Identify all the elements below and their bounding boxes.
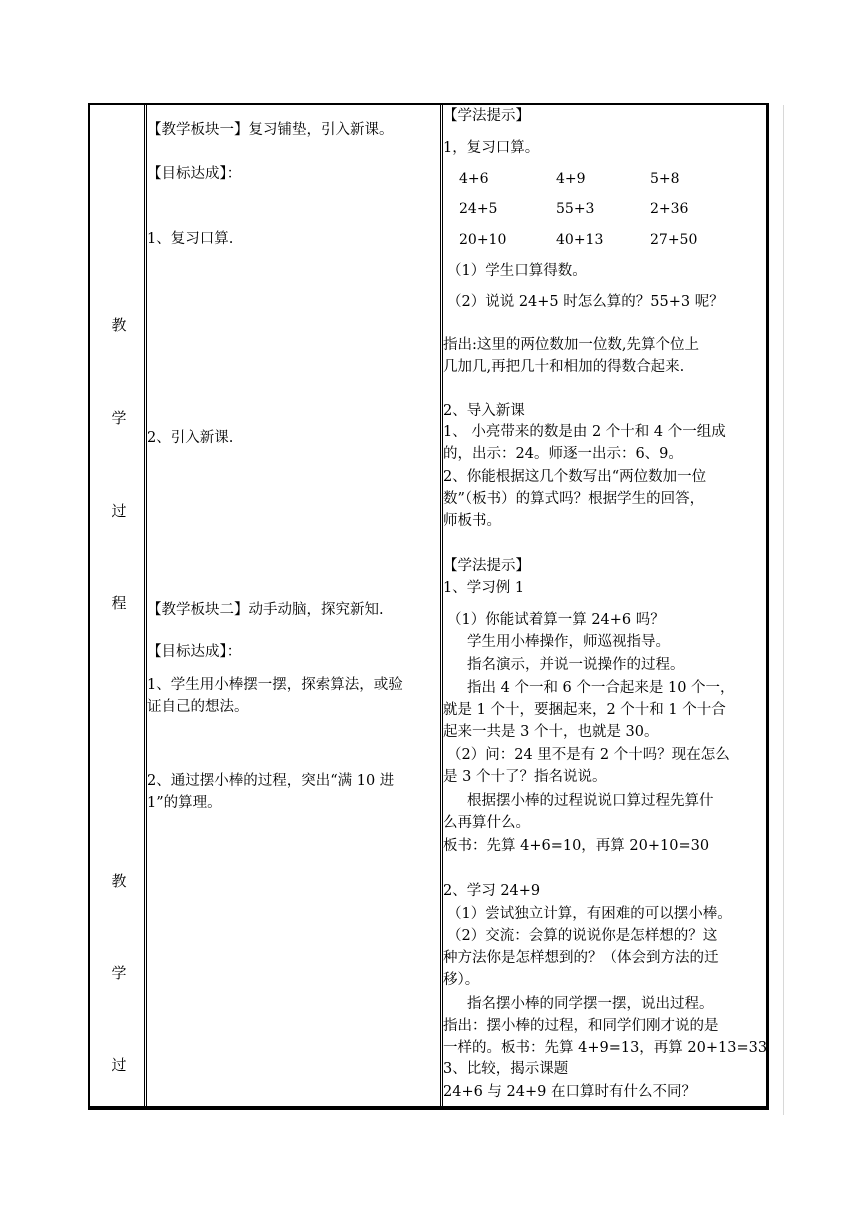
paragraph-line: 几加几,再把几十和相加的得数合起来. <box>443 359 685 375</box>
calc-cell: 20+10 <box>459 232 507 248</box>
calc-cell: 5+8 <box>650 171 680 187</box>
column-divider <box>440 103 441 1108</box>
paragraph-line: 指名演示，并说一说操作的过程。 <box>467 657 685 673</box>
calc-cell: 2+36 <box>650 201 689 217</box>
question: （2）说说 24+5 时怎么算的？55+3 呢？ <box>447 294 724 310</box>
paragraph-line: 指出 4 个一和 6 个一合起来是 10 个一， <box>467 680 735 696</box>
section-title: 1、学习例 1 <box>443 580 525 596</box>
side-label: 教 <box>111 316 127 334</box>
paragraph-line: 是 3 个十了？指名说说。 <box>443 769 607 785</box>
calc-cell: 27+50 <box>650 232 698 248</box>
goal1-title: 【目标达成】： <box>147 166 242 182</box>
tips-title: 【学法提示】 <box>443 558 530 574</box>
table-bottom-border <box>88 1106 769 1108</box>
paragraph-line: 指出：摆小棒的过程，和同学们刚才说的是 <box>443 1018 719 1034</box>
goal2-item: 1”的算理。 <box>147 795 222 811</box>
review-title: 1，复习口算。 <box>443 140 540 156</box>
paragraph-line: 就是 1 个十，要捆起来，2 个十和 1 个十合 <box>443 702 726 718</box>
side-label: 教 <box>111 872 127 890</box>
paragraph-line: 数”（板书）的算式吗？根据学生的回答， <box>443 491 705 507</box>
side-label: 过 <box>111 502 127 520</box>
paragraph-line: 的，出示：24。师逐一出示：6、9。 <box>443 446 683 462</box>
paragraph-line: 移）。 <box>443 972 480 988</box>
column-divider <box>144 103 145 1108</box>
paragraph-line: 指名摆小棒的同学摆一摆，说出过程。 <box>467 996 714 1012</box>
section-title: 3、比较，揭示课题 <box>443 1061 569 1077</box>
paragraph-line: 学生用小棒操作，师巡视指导。 <box>467 634 670 650</box>
paragraph-line: 一样的。板书：先算 4+9=13，再算 20+13=33 <box>443 1040 768 1056</box>
calc-cell: 24+5 <box>459 201 498 217</box>
side-label: 学 <box>111 964 127 982</box>
paragraph-line: 师板书。 <box>443 513 501 529</box>
paragraph-line: 2、你能根据这几个数写出“两位数加一位 <box>443 469 707 485</box>
calc-cell: 4+6 <box>459 171 489 187</box>
paragraph-line: 根据摆小棒的过程说说口算过程先算什 <box>467 793 714 809</box>
paragraph-line: 起来一共是 3 个十，也就是 30。 <box>443 724 659 740</box>
question: （1）尝试独立计算，有困难的可以摆小棒。 <box>447 906 732 922</box>
goal1-item: 2、引入新课. <box>147 430 234 446</box>
side-label: 学 <box>111 409 127 427</box>
section-title: 2、导入新课 <box>443 403 525 419</box>
tips-title: 【学法提示】 <box>443 108 530 124</box>
page-edge-line <box>783 105 784 1115</box>
column-divider <box>766 103 767 1108</box>
calc-cell: 55+3 <box>556 201 595 217</box>
calc-cell: 40+13 <box>556 232 604 248</box>
question: （2）问：24 里不是有 2 个十吗？现在怎么 <box>447 747 730 763</box>
module2-title: 【教学板块二】动手动脑，探究新知. <box>147 602 384 618</box>
goal2-item: 1、学生用小棒摆一摆，探索算法，或验 <box>147 677 403 693</box>
section-title: 2、学习 24+9 <box>443 883 541 899</box>
goal2-title: 【目标达成】： <box>147 644 242 660</box>
paragraph-line: 指出:这里的两位数加一位数,先算个位上 <box>443 337 699 353</box>
side-label: 程 <box>111 594 127 612</box>
calc-cell: 4+9 <box>556 171 586 187</box>
goal2-item: 2、通过摆小棒的过程，突出“满 10 进 <box>147 773 395 789</box>
paragraph-line: 1、 小亮带来的数是由 2 个十和 4 个一组成 <box>443 424 726 440</box>
board-note: 板书：先算 4+6=10，再算 20+10=30 <box>443 838 710 854</box>
question: （2）交流：会算的说说你是怎样想的？这 <box>447 928 718 944</box>
goal1-item: 1、复习口算. <box>147 231 234 247</box>
paragraph-line: 种方法你是怎样想到的？（体会到方法的迁 <box>443 950 719 966</box>
module1-title: 【教学板块一】复习铺垫，引入新课。 <box>147 122 394 138</box>
goal2-item: 证自己的想法。 <box>147 699 249 715</box>
paragraph-line: 么再算什么。 <box>443 815 530 831</box>
question: （1）学生口算得数。 <box>447 263 587 279</box>
question: （1）你能试着算一算 24+6 吗？ <box>447 612 665 628</box>
paragraph-line: 24+6 与 24+9 在口算时有什么不同？ <box>443 1084 696 1100</box>
side-label: 过 <box>111 1056 127 1074</box>
